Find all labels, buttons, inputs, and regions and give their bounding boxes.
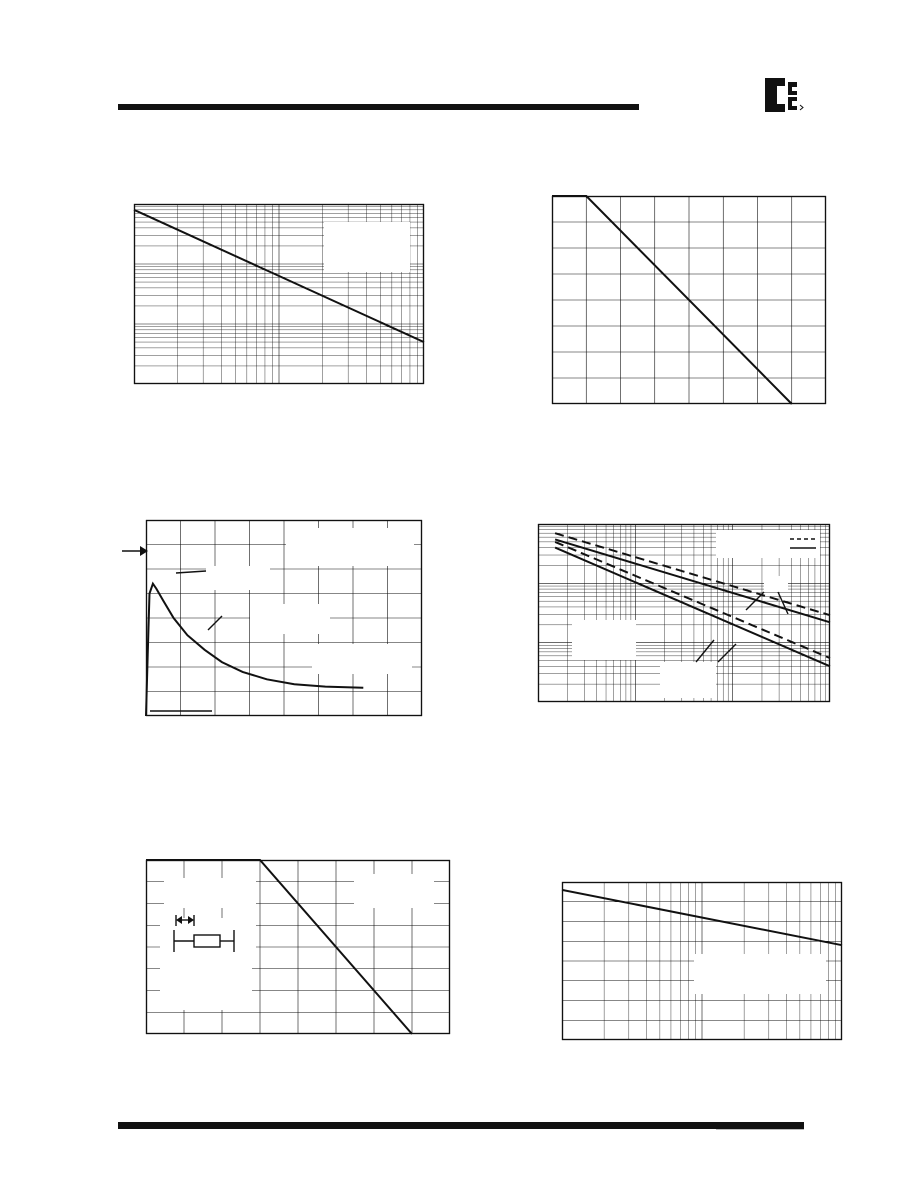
chart-3-label-box-c: [250, 604, 330, 634]
chart-1: [134, 204, 424, 384]
footer-rule-thin: [716, 1129, 804, 1130]
chart-3-left-arrow: [120, 544, 154, 558]
chart-6: [562, 882, 842, 1040]
chart-2: [552, 196, 826, 404]
chart-5: [146, 860, 450, 1034]
chart-3-label-box-a: [286, 528, 414, 566]
chart-3: [146, 520, 422, 716]
chart-4-label-box-c: [764, 576, 788, 592]
chart-3-label-box-b: [206, 566, 270, 590]
chart-1-legend-box: [324, 222, 410, 272]
chart-3-label-box-d: [312, 644, 412, 674]
chart-5-label-box-c: [160, 956, 252, 1010]
header-rule: [118, 104, 639, 110]
chart-4: [538, 524, 830, 702]
chart-5-label-box-b: [354, 874, 434, 908]
chart-6-legend-box: [694, 954, 826, 994]
chart-5-label-box-a: [164, 878, 256, 908]
ce-logo-icon: [764, 78, 804, 114]
chart-4-label-box-a: [572, 620, 636, 660]
chart-5-lead-diagram: [160, 915, 256, 958]
chart-4-legend-box: [716, 530, 820, 558]
footer-rule: [118, 1122, 804, 1129]
chart-4-label-box-b: [660, 662, 716, 698]
